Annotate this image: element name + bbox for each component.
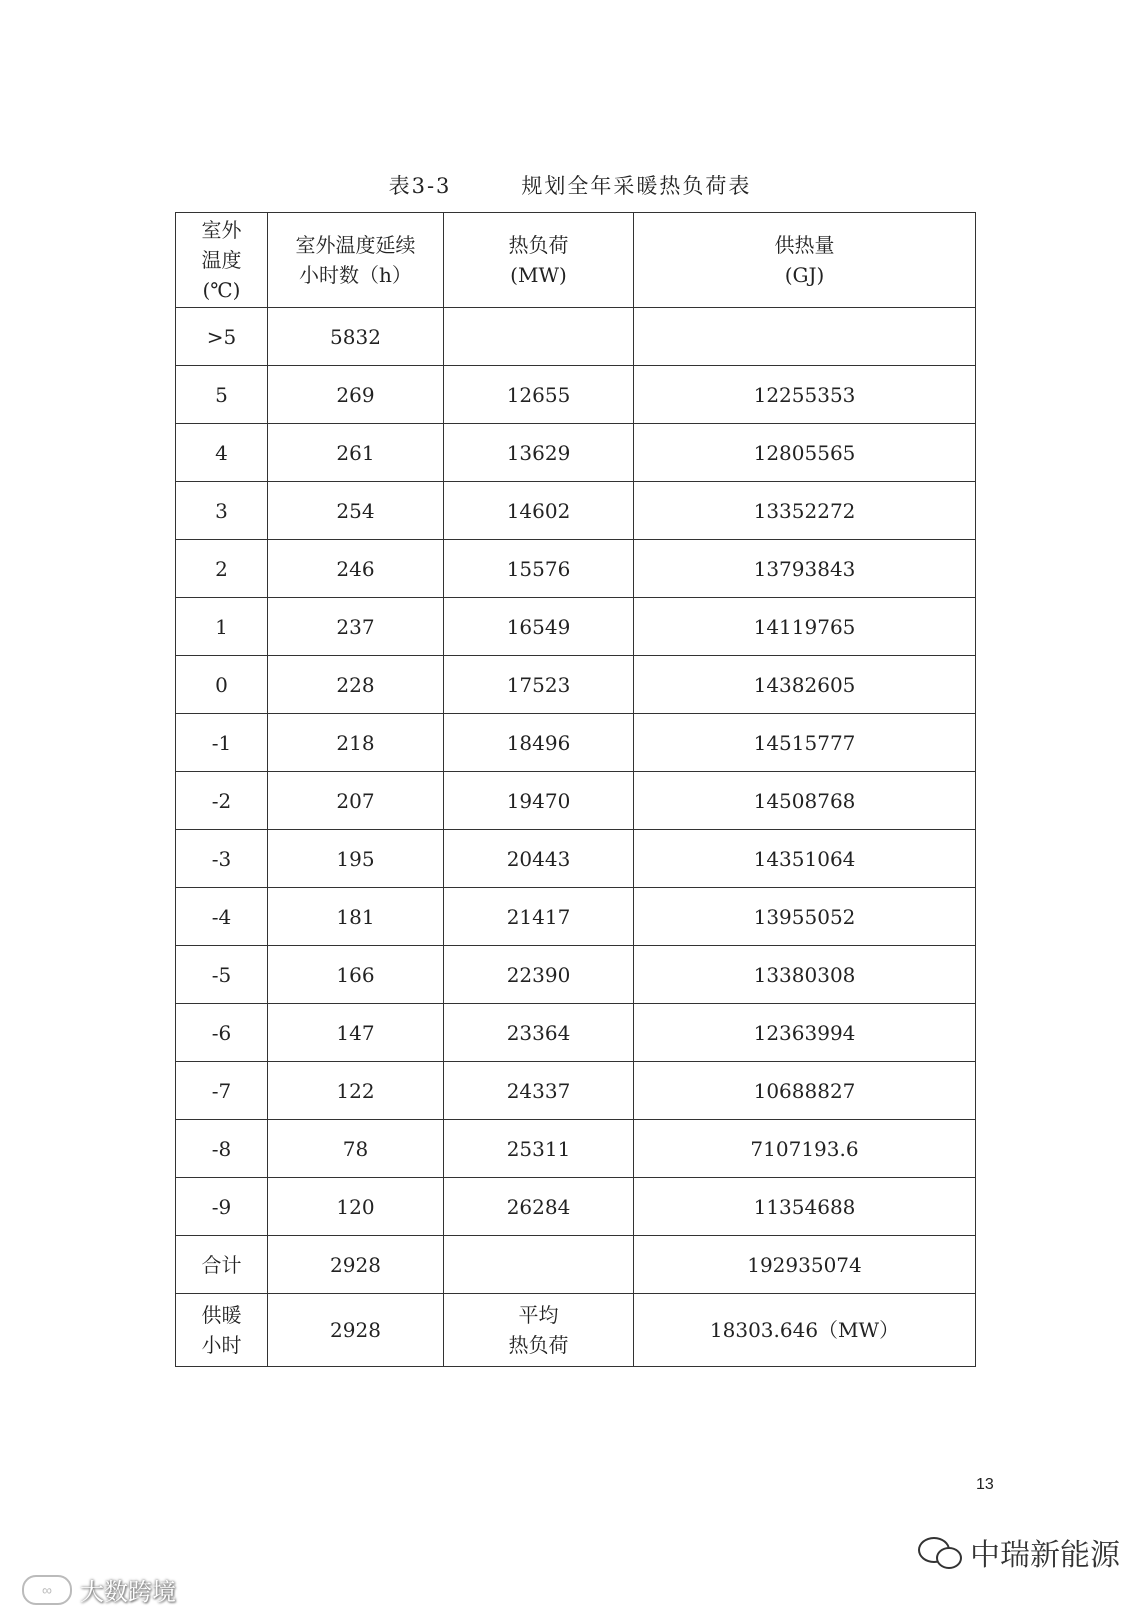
table-cell: 4 bbox=[176, 424, 268, 482]
table-cell: 122 bbox=[268, 1062, 444, 1120]
table-cell: -2 bbox=[176, 772, 268, 830]
table-cell: -8 bbox=[176, 1120, 268, 1178]
cell-line: 供暖 bbox=[201, 1303, 242, 1327]
table-cell: 12655 bbox=[444, 366, 634, 424]
table-cell: 5832 bbox=[268, 308, 444, 366]
header-line: 热负荷 bbox=[508, 233, 569, 257]
table-cell bbox=[176, 1294, 268, 1367]
header-heat-supply bbox=[634, 213, 976, 308]
table-cell: 12363994 bbox=[634, 1004, 976, 1062]
watermark-right-text: 中瑞新能源 bbox=[970, 1538, 1120, 1573]
table-cell: 26284 bbox=[444, 1178, 634, 1236]
table-cell: -3 bbox=[176, 830, 268, 888]
table-cell: 22390 bbox=[444, 946, 634, 1004]
table-cell: 13793843 bbox=[634, 540, 976, 598]
header-duration-hours bbox=[268, 213, 444, 308]
table-cell: 13955052 bbox=[634, 888, 976, 946]
table-cell: 14119765 bbox=[634, 598, 976, 656]
header-line: (GJ) bbox=[784, 263, 825, 287]
header-line: (MW) bbox=[510, 263, 567, 287]
table-cell: >5 bbox=[176, 308, 268, 366]
table-cell bbox=[634, 308, 976, 366]
header-line: 小时数（h） bbox=[299, 263, 412, 287]
header-row bbox=[176, 213, 976, 308]
table-row bbox=[176, 1178, 976, 1236]
table-row bbox=[176, 540, 976, 598]
table-cell bbox=[444, 308, 634, 366]
table-cell: 17523 bbox=[444, 656, 634, 714]
table-cell: 3 bbox=[176, 482, 268, 540]
header-line: 室外 bbox=[201, 218, 242, 242]
cell-line: 平均 bbox=[518, 1303, 559, 1327]
table-cell: 254 bbox=[268, 482, 444, 540]
table-row bbox=[176, 598, 976, 656]
logo-icon: ∞ bbox=[22, 1575, 72, 1605]
table-cell: 195 bbox=[268, 830, 444, 888]
table-cell: 246 bbox=[268, 540, 444, 598]
cell-line: 热负荷 bbox=[508, 1333, 569, 1357]
table-cell: 207 bbox=[268, 772, 444, 830]
header-line: (℃) bbox=[202, 278, 241, 302]
table-cell: 192935074 bbox=[634, 1236, 976, 1294]
table-cell: 78 bbox=[268, 1120, 444, 1178]
table-cell: -1 bbox=[176, 714, 268, 772]
table-number: 表3-3 bbox=[388, 174, 452, 198]
table-cell bbox=[444, 1236, 634, 1294]
table-cell: 19470 bbox=[444, 772, 634, 830]
cell-line: 小时 bbox=[201, 1333, 242, 1357]
table-row bbox=[176, 1120, 976, 1178]
table-cell: 120 bbox=[268, 1178, 444, 1236]
table-cell: 14508768 bbox=[634, 772, 976, 830]
table-row bbox=[176, 946, 976, 1004]
table-row bbox=[176, 366, 976, 424]
table-cell: 13629 bbox=[444, 424, 634, 482]
table-row bbox=[176, 1004, 976, 1062]
table-cell: 14515777 bbox=[634, 714, 976, 772]
header-line: 供热量 bbox=[774, 233, 835, 257]
table-cell: 14382605 bbox=[634, 656, 976, 714]
table-caption bbox=[0, 170, 1140, 200]
table-cell: 237 bbox=[268, 598, 444, 656]
table-cell: 14351064 bbox=[634, 830, 976, 888]
watermark-right bbox=[918, 1530, 1120, 1574]
table-cell: -5 bbox=[176, 946, 268, 1004]
table-cell bbox=[444, 1294, 634, 1367]
table-cell: 25311 bbox=[444, 1120, 634, 1178]
table-cell: 7107193.6 bbox=[634, 1120, 976, 1178]
table-cell: 181 bbox=[268, 888, 444, 946]
table-row bbox=[176, 714, 976, 772]
table-cell: 11354688 bbox=[634, 1178, 976, 1236]
table-cell: 166 bbox=[268, 946, 444, 1004]
table-cell: 12805565 bbox=[634, 424, 976, 482]
table-cell: 228 bbox=[268, 656, 444, 714]
table-cell: 269 bbox=[268, 366, 444, 424]
table-row bbox=[176, 830, 976, 888]
table-row bbox=[176, 482, 976, 540]
table-cell: 14602 bbox=[444, 482, 634, 540]
table-row-average bbox=[176, 1294, 976, 1367]
table-cell: 1 bbox=[176, 598, 268, 656]
table-cell: 18303.646（MW） bbox=[634, 1294, 976, 1367]
table-cell: 261 bbox=[268, 424, 444, 482]
header-line: 温度 bbox=[201, 248, 242, 272]
table-cell: 13380308 bbox=[634, 946, 976, 1004]
table-cell: 2928 bbox=[268, 1236, 444, 1294]
table-cell: -7 bbox=[176, 1062, 268, 1120]
table-row bbox=[176, 772, 976, 830]
table-cell: 0 bbox=[176, 656, 268, 714]
watermark-left bbox=[22, 1572, 176, 1607]
header-heat-load bbox=[444, 213, 634, 308]
table-cell: 15576 bbox=[444, 540, 634, 598]
table-row bbox=[176, 888, 976, 946]
header-line: 室外温度延续 bbox=[295, 233, 416, 257]
table-cell: 16549 bbox=[444, 598, 634, 656]
table-row bbox=[176, 1062, 976, 1120]
table-cell: 2 bbox=[176, 540, 268, 598]
table-cell: -9 bbox=[176, 1178, 268, 1236]
page-number: 13 bbox=[976, 1476, 994, 1493]
table-cell: 23364 bbox=[444, 1004, 634, 1062]
table-cell: 合计 bbox=[176, 1236, 268, 1294]
table-row bbox=[176, 424, 976, 482]
table-title: 规划全年采暖热负荷表 bbox=[521, 174, 752, 198]
header-outdoor-temp bbox=[176, 213, 268, 308]
table-cell: 20443 bbox=[444, 830, 634, 888]
table-row bbox=[176, 656, 976, 714]
table-cell: 10688827 bbox=[634, 1062, 976, 1120]
wechat-icon bbox=[918, 1535, 962, 1569]
table-cell: 5 bbox=[176, 366, 268, 424]
table-cell: -4 bbox=[176, 888, 268, 946]
table-row bbox=[176, 1236, 976, 1294]
table-cell: 13352272 bbox=[634, 482, 976, 540]
watermark-left-text: 大数跨境 bbox=[80, 1578, 176, 1606]
table-cell: 147 bbox=[268, 1004, 444, 1062]
table-cell: 2928 bbox=[268, 1294, 444, 1367]
table-cell: 12255353 bbox=[634, 366, 976, 424]
table-cell: -6 bbox=[176, 1004, 268, 1062]
table-row bbox=[176, 308, 976, 366]
table-cell: 218 bbox=[268, 714, 444, 772]
heating-load-table bbox=[175, 212, 976, 1367]
table-cell: 24337 bbox=[444, 1062, 634, 1120]
table-cell: 18496 bbox=[444, 714, 634, 772]
table-cell: 21417 bbox=[444, 888, 634, 946]
